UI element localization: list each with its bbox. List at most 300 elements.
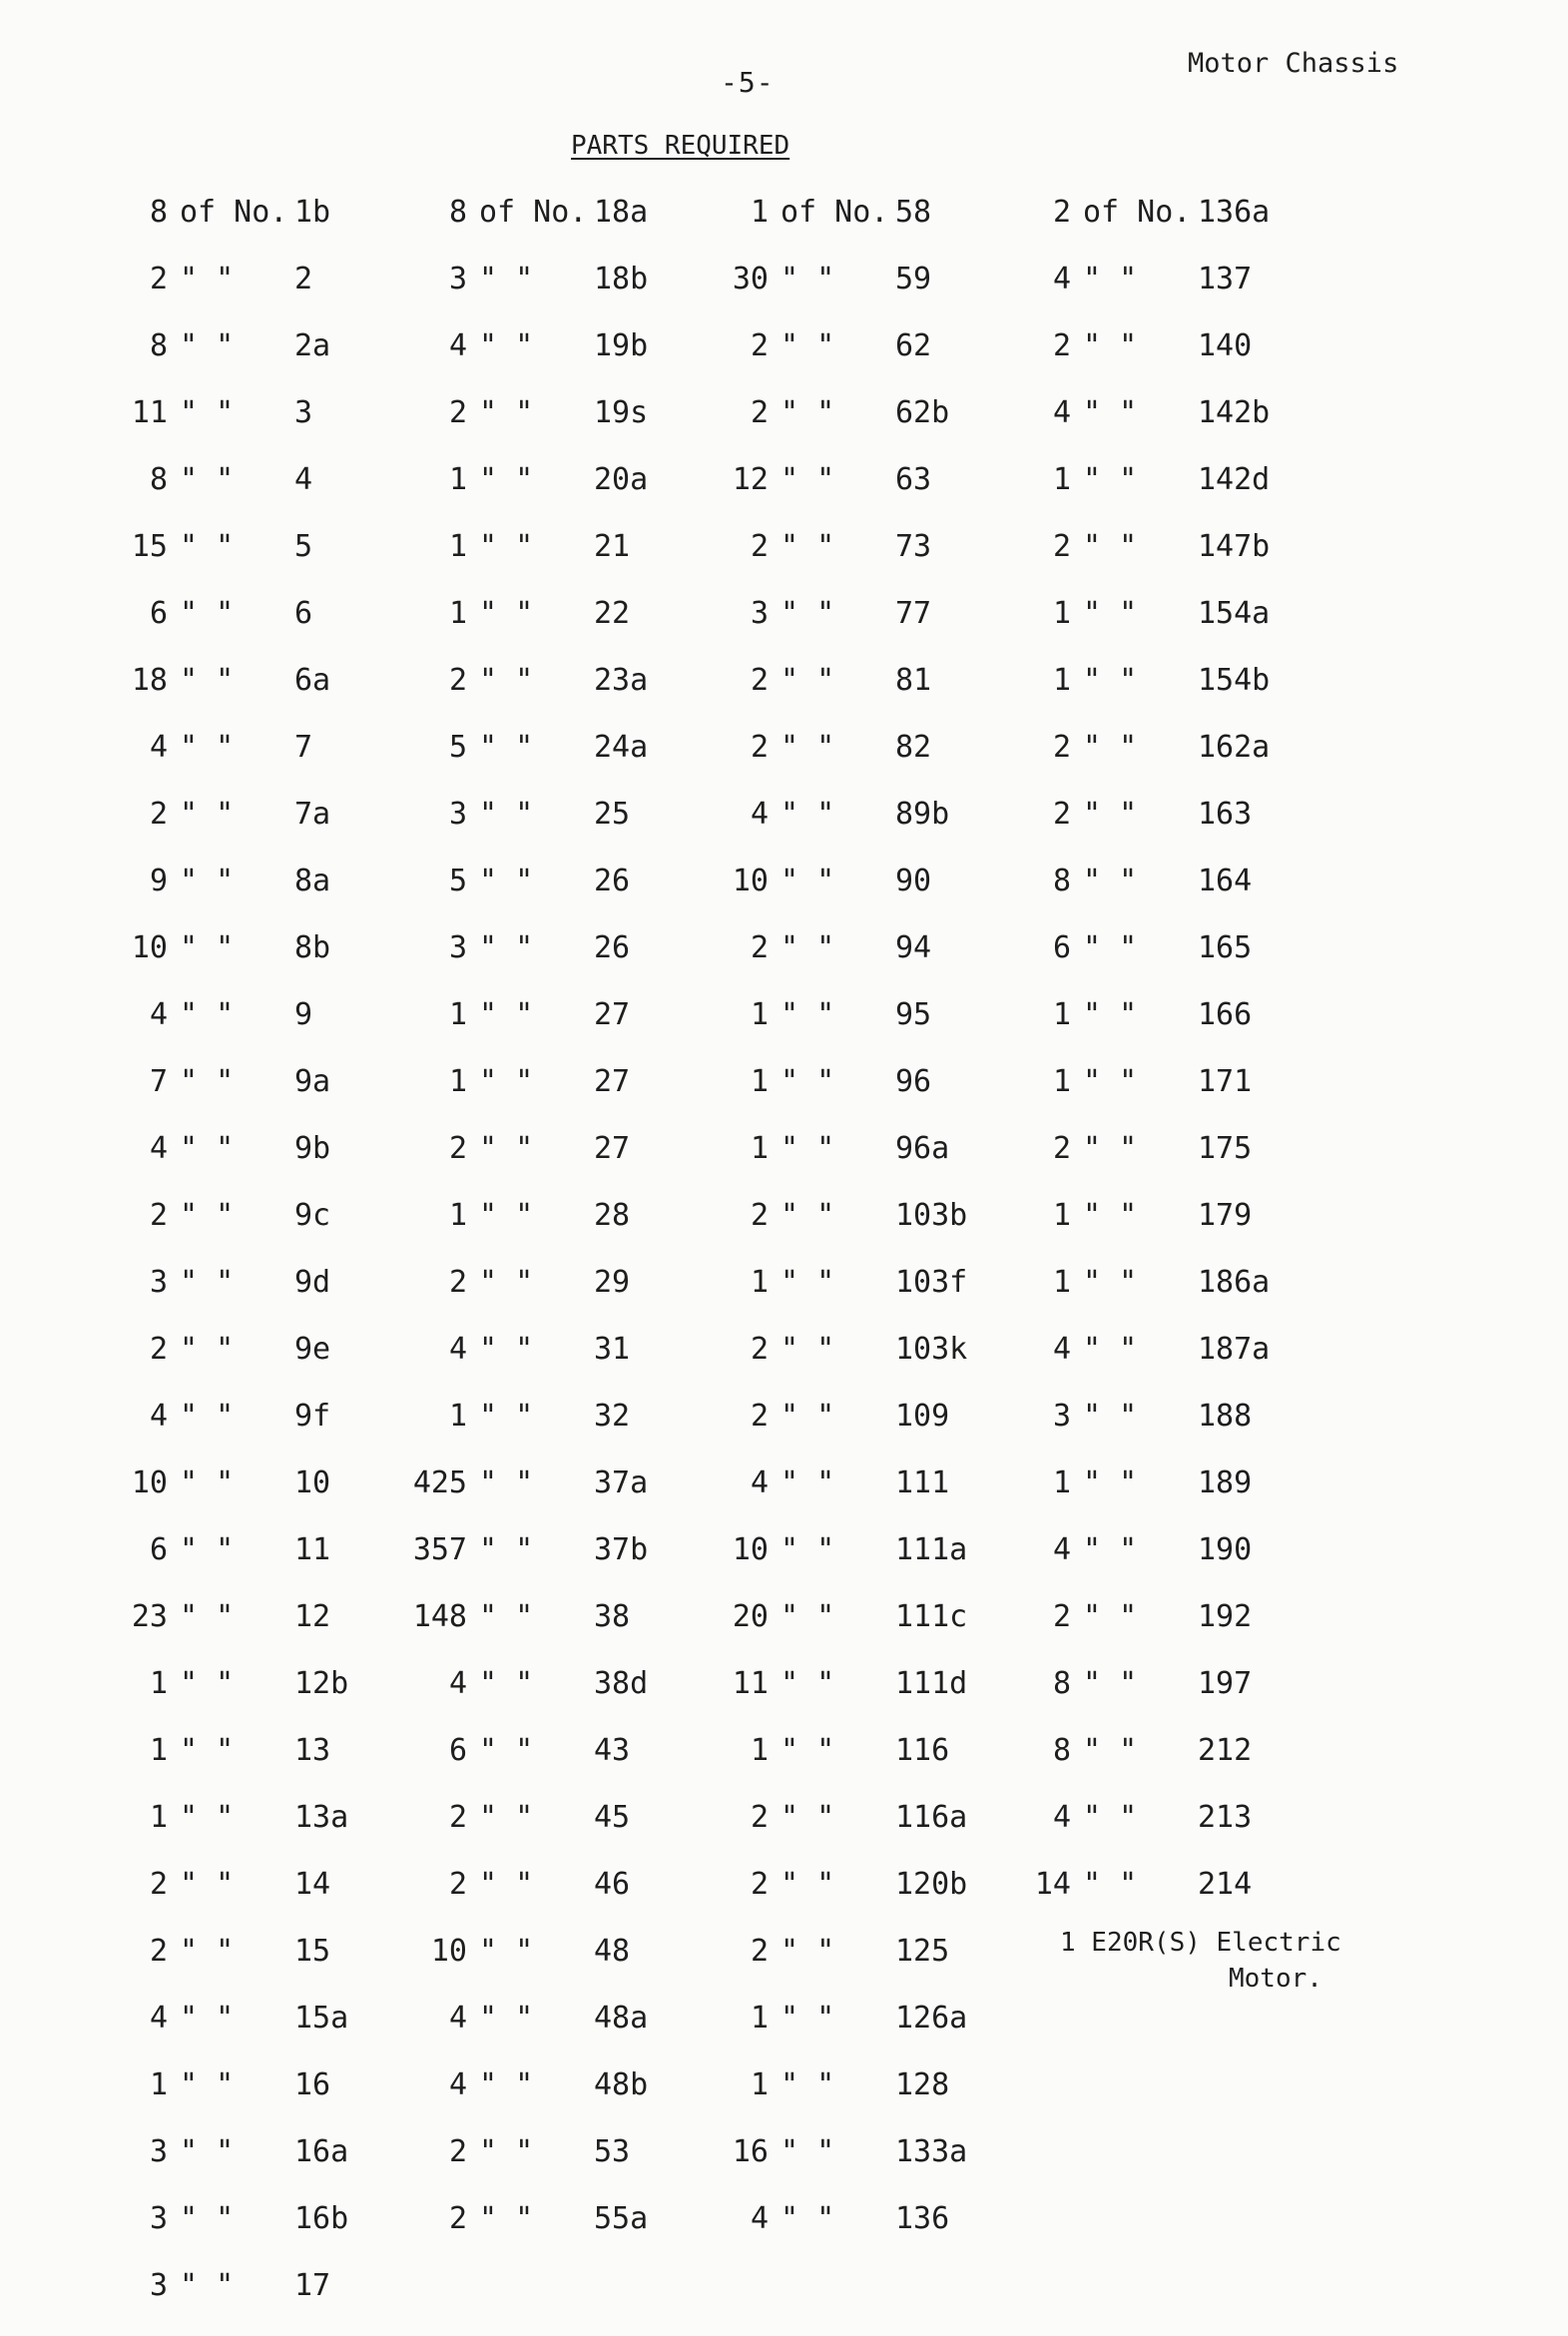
ditto-mark: " " [1083, 930, 1138, 965]
part-quantity: 6 [149, 1532, 168, 1567]
parts-row [110, 1397, 409, 1463]
ditto-mark: " " [180, 2001, 235, 2036]
part-number: 136 [895, 2201, 950, 2236]
part-number: 179 [1198, 1198, 1253, 1233]
part-quantity: 4 [750, 1465, 769, 1500]
ditto-mark: " " [781, 997, 835, 1032]
parts-row [1013, 460, 1312, 527]
parts-row [711, 1999, 1010, 2065]
part-number: 147b [1198, 529, 1271, 564]
parts-row [110, 1463, 409, 1530]
part-quantity: 2 [750, 1332, 769, 1367]
parts-row [110, 193, 409, 260]
parts-row [711, 928, 1010, 995]
part-number: 17 [294, 2268, 331, 2303]
part-number: 48 [594, 1934, 631, 1969]
part-quantity: 4 [1052, 395, 1071, 430]
parts-row [110, 1731, 409, 1798]
part-number: 20a [594, 462, 649, 497]
parts-row [711, 1397, 1010, 1463]
part-quantity: 4 [750, 2201, 769, 2236]
ditto-mark: " " [479, 596, 534, 631]
part-quantity: 4 [448, 1666, 467, 1701]
part-number: 120b [895, 1867, 968, 1902]
part-number: 28 [594, 1198, 631, 1233]
part-number: 96a [895, 1131, 950, 1166]
parts-row [110, 1530, 409, 1597]
ditto-mark: " " [781, 2001, 835, 2036]
parts-row [711, 728, 1010, 795]
part-quantity: 2 [750, 328, 769, 363]
ditto-mark: " " [781, 529, 835, 564]
of-no-label: of No. [781, 195, 889, 230]
part-number: 171 [1198, 1064, 1253, 1099]
ditto-mark: " " [479, 1131, 534, 1166]
part-number: 48a [594, 2001, 649, 2036]
parts-row [711, 326, 1010, 393]
ditto-mark: " " [479, 1399, 534, 1434]
part-number: 43 [594, 1733, 631, 1768]
part-quantity: 12 [732, 462, 769, 497]
parts-row [1013, 1597, 1312, 1664]
ditto-mark: " " [781, 2067, 835, 2102]
part-quantity: 5 [448, 730, 467, 765]
ditto-mark: " " [781, 1733, 835, 1768]
parts-row [1013, 795, 1312, 862]
parts-row [1013, 326, 1312, 393]
parts-column-3 [711, 193, 1010, 2266]
part-number: 9e [294, 1332, 331, 1367]
ditto-mark: " " [180, 1733, 235, 1768]
parts-row [711, 795, 1010, 862]
part-quantity: 2 [750, 730, 769, 765]
ditto-mark: " " [180, 2201, 235, 2236]
part-number: 11 [294, 1532, 331, 1567]
ditto-mark: " " [180, 663, 235, 698]
parts-row [110, 1196, 409, 1263]
part-quantity: 2 [1052, 730, 1071, 765]
parts-row [711, 260, 1010, 326]
motor-note-line2: Motor. [1229, 1964, 1322, 1994]
parts-row [409, 1397, 709, 1463]
part-quantity: 6 [149, 596, 168, 631]
part-quantity: 1 [448, 997, 467, 1032]
part-number: 6a [294, 663, 331, 698]
part-quantity: 6 [1052, 930, 1071, 965]
part-quantity: 2 [750, 529, 769, 564]
part-number: 188 [1198, 1399, 1253, 1434]
part-quantity: 4 [149, 2001, 168, 2036]
parts-row [409, 393, 709, 460]
ditto-mark: " " [1083, 1465, 1138, 1500]
ditto-mark: " " [180, 1399, 235, 1434]
part-quantity: 1 [750, 1131, 769, 1166]
part-quantity: 2 [1052, 797, 1071, 832]
part-number: 14 [294, 1867, 331, 1902]
part-quantity: 30 [732, 262, 769, 296]
part-number: 164 [1198, 864, 1253, 898]
ditto-mark: " " [180, 1599, 235, 1634]
ditto-mark: " " [1083, 797, 1138, 832]
parts-column-2 [409, 193, 709, 2266]
part-number: 19s [594, 395, 649, 430]
ditto-mark: " " [1083, 395, 1138, 430]
part-number: 9c [294, 1198, 331, 1233]
part-number: 166 [1198, 997, 1253, 1032]
parts-row [711, 1196, 1010, 1263]
parts-row [409, 2065, 709, 2132]
ditto-mark: " " [781, 1064, 835, 1099]
parts-row [409, 661, 709, 728]
parts-row [409, 260, 709, 326]
parts-row [711, 862, 1010, 928]
part-number: 46 [594, 1867, 631, 1902]
ditto-mark: " " [479, 2067, 534, 2102]
ditto-mark: " " [479, 2201, 534, 2236]
parts-row [110, 995, 409, 1062]
part-quantity: 2 [750, 663, 769, 698]
part-number: 90 [895, 864, 932, 898]
part-quantity: 3 [750, 596, 769, 631]
part-quantity: 6 [448, 1733, 467, 1768]
ditto-mark: " " [781, 328, 835, 363]
parts-row [409, 1463, 709, 1530]
parts-row [711, 995, 1010, 1062]
part-number: 162a [1198, 730, 1271, 765]
part-number: 137 [1198, 262, 1253, 296]
part-number: 116a [895, 1800, 968, 1835]
parts-row [711, 1597, 1010, 1664]
part-number: 109 [895, 1399, 950, 1434]
part-quantity: 2 [1052, 1599, 1071, 1634]
ditto-mark: " " [180, 1064, 235, 1099]
motor-note [1060, 1925, 1341, 1997]
part-quantity: 10 [131, 930, 168, 965]
part-quantity: 2 [448, 663, 467, 698]
ditto-mark: " " [781, 797, 835, 832]
part-quantity: 2 [750, 1800, 769, 1835]
part-quantity: 16 [732, 2134, 769, 2169]
ditto-mark: " " [781, 930, 835, 965]
part-number: 21 [594, 529, 631, 564]
part-number: 53 [594, 2134, 631, 2169]
parts-row [711, 1664, 1010, 1731]
ditto-mark: " " [180, 462, 235, 497]
part-quantity: 2 [1052, 328, 1071, 363]
part-quantity: 3 [1052, 1399, 1071, 1434]
ditto-mark: " " [1083, 1399, 1138, 1434]
parts-row [409, 1129, 709, 1196]
parts-row [1013, 1731, 1312, 1798]
part-number: 187a [1198, 1332, 1271, 1367]
parts-row [1013, 594, 1312, 661]
part-quantity: 5 [448, 864, 467, 898]
part-number: 103f [895, 1265, 968, 1300]
part-quantity: 2 [448, 2201, 467, 2236]
parts-row [409, 1263, 709, 1330]
part-quantity: 2 [448, 395, 467, 430]
part-number: 9 [294, 997, 313, 1032]
ditto-mark: " " [180, 1934, 235, 1969]
parts-row [711, 2199, 1010, 2266]
part-number: 26 [594, 930, 631, 965]
part-quantity: 2 [1052, 1131, 1071, 1166]
parts-row [409, 1196, 709, 1263]
part-number: 13 [294, 1733, 331, 1768]
ditto-mark: " " [781, 1399, 835, 1434]
part-quantity: 4 [149, 997, 168, 1032]
part-number: 38d [594, 1666, 649, 1701]
part-quantity: 10 [732, 1532, 769, 1567]
parts-row [1013, 661, 1312, 728]
ditto-mark: " " [479, 663, 534, 698]
ditto-mark: " " [479, 1666, 534, 1701]
part-quantity: 2 [448, 1131, 467, 1166]
part-quantity: 1 [448, 529, 467, 564]
ditto-mark: " " [479, 1532, 534, 1567]
part-quantity: 2 [1052, 195, 1071, 230]
ditto-mark: " " [479, 1265, 534, 1300]
part-quantity: 2 [149, 1934, 168, 1969]
ditto-mark: " " [180, 1532, 235, 1567]
part-quantity: 1 [750, 1733, 769, 1768]
part-quantity: 4 [1052, 1532, 1071, 1567]
part-quantity: 2 [149, 797, 168, 832]
part-number: 58 [895, 195, 932, 230]
part-quantity: 1 [1052, 663, 1071, 698]
ditto-mark: " " [1083, 1532, 1138, 1567]
ditto-mark: " " [479, 1599, 534, 1634]
parts-row [110, 1263, 409, 1330]
part-number: 23a [594, 663, 649, 698]
part-number: 133a [895, 2134, 968, 2169]
part-quantity: 4 [1052, 262, 1071, 296]
parts-row [1013, 260, 1312, 326]
parts-row [409, 326, 709, 393]
part-quantity: 148 [412, 1599, 467, 1634]
part-quantity: 2 [750, 930, 769, 965]
ditto-mark: " " [479, 797, 534, 832]
ditto-mark: " " [781, 663, 835, 698]
part-number: 165 [1198, 930, 1253, 965]
part-quantity: 2 [448, 2134, 467, 2169]
part-quantity: 8 [448, 195, 467, 230]
ditto-mark: " " [479, 1867, 534, 1902]
part-quantity: 1 [750, 2067, 769, 2102]
parts-row [711, 193, 1010, 260]
parts-row [711, 594, 1010, 661]
part-quantity: 2 [750, 1867, 769, 1902]
part-quantity: 1 [1052, 997, 1071, 1032]
parts-row [110, 2065, 409, 2132]
part-number: 103k [895, 1332, 968, 1367]
ditto-mark: " " [479, 2001, 534, 2036]
part-quantity: 4 [750, 797, 769, 832]
parts-row [110, 1999, 409, 2065]
part-number: 29 [594, 1265, 631, 1300]
ditto-mark: " " [781, 1265, 835, 1300]
ditto-mark: " " [781, 1800, 835, 1835]
ditto-mark: " " [781, 1934, 835, 1969]
part-number: 15 [294, 1934, 331, 1969]
part-number: 15a [294, 2001, 349, 2036]
part-quantity: 4 [1052, 1800, 1071, 1835]
part-number: 27 [594, 1064, 631, 1099]
part-number: 18b [594, 262, 649, 296]
part-quantity: 10 [430, 1934, 467, 1969]
part-quantity: 1 [149, 1666, 168, 1701]
parts-row [711, 527, 1010, 594]
parts-column-4 [1013, 193, 1312, 1932]
ditto-mark: " " [479, 1733, 534, 1768]
ditto-mark: " " [479, 1934, 534, 1969]
part-number: 142b [1198, 395, 1271, 430]
part-quantity: 2 [1052, 529, 1071, 564]
parts-row [1013, 1664, 1312, 1731]
part-number: 16 [294, 2067, 331, 2102]
part-quantity: 1 [149, 2067, 168, 2102]
ditto-mark: " " [1083, 1131, 1138, 1166]
ditto-mark: " " [781, 1332, 835, 1367]
part-number: 103b [895, 1198, 968, 1233]
part-number: 16b [294, 2201, 349, 2236]
ditto-mark: " " [180, 1265, 235, 1300]
part-quantity: 10 [131, 1465, 168, 1500]
parts-row [110, 928, 409, 995]
part-number: 6 [294, 596, 313, 631]
part-quantity: 18 [131, 663, 168, 698]
part-quantity: 8 [149, 195, 168, 230]
ditto-mark: " " [479, 1465, 534, 1500]
ditto-mark: " " [1083, 529, 1138, 564]
part-number: 1b [294, 195, 331, 230]
part-quantity: 1 [1052, 1265, 1071, 1300]
part-number: 37a [594, 1465, 649, 1500]
part-quantity: 2 [750, 1934, 769, 1969]
part-quantity: 1 [448, 1198, 467, 1233]
part-quantity: 4 [149, 1399, 168, 1434]
part-quantity: 1 [1052, 1064, 1071, 1099]
ditto-mark: " " [1083, 730, 1138, 765]
part-quantity: 3 [448, 930, 467, 965]
ditto-mark: " " [180, 864, 235, 898]
part-number: 55a [594, 2201, 649, 2236]
part-number: 8b [294, 930, 331, 965]
ditto-mark: " " [479, 328, 534, 363]
parts-row [110, 326, 409, 393]
part-number: 111 [895, 1465, 950, 1500]
parts-row [110, 594, 409, 661]
part-number: 27 [594, 1131, 631, 1166]
part-number: 81 [895, 663, 932, 698]
part-quantity: 1 [149, 1733, 168, 1768]
part-quantity: 15 [131, 529, 168, 564]
parts-row [110, 1865, 409, 1932]
parts-row [110, 795, 409, 862]
ditto-mark: " " [1083, 1064, 1138, 1099]
part-number: 24a [594, 730, 649, 765]
part-quantity: 1 [750, 997, 769, 1032]
ditto-mark: " " [1083, 864, 1138, 898]
parts-row [711, 1263, 1010, 1330]
parts-row [1013, 393, 1312, 460]
part-number: 175 [1198, 1131, 1253, 1166]
parts-row [711, 1330, 1010, 1397]
ditto-mark: " " [479, 395, 534, 430]
part-quantity: 7 [149, 1064, 168, 1099]
ditto-mark: " " [180, 930, 235, 965]
part-number: 111d [895, 1666, 968, 1701]
ditto-mark: " " [1083, 1867, 1138, 1902]
ditto-mark: " " [1083, 1666, 1138, 1701]
parts-row [110, 728, 409, 795]
part-quantity: 1 [750, 1064, 769, 1099]
part-quantity: 2 [149, 262, 168, 296]
parts-row [110, 260, 409, 326]
part-number: 2 [294, 262, 313, 296]
section-header: Motor Chassis [1188, 48, 1399, 79]
part-number: 94 [895, 930, 932, 965]
parts-row [409, 2199, 709, 2266]
parts-row [110, 1664, 409, 1731]
part-number: 125 [895, 1934, 950, 1969]
part-number: 8a [294, 864, 331, 898]
parts-row [409, 1798, 709, 1865]
part-quantity: 4 [448, 2067, 467, 2102]
parts-row [409, 1999, 709, 2065]
parts-row [711, 460, 1010, 527]
part-number: 9a [294, 1064, 331, 1099]
ditto-mark: " " [180, 797, 235, 832]
ditto-mark: " " [781, 1867, 835, 1902]
part-quantity: 4 [448, 1332, 467, 1367]
parts-row [110, 393, 409, 460]
parts-row [409, 193, 709, 260]
part-number: 13a [294, 1800, 349, 1835]
parts-row [110, 1330, 409, 1397]
part-number: 89b [895, 797, 950, 832]
ditto-mark: " " [479, 1800, 534, 1835]
parts-row [409, 1664, 709, 1731]
ditto-mark: " " [180, 1800, 235, 1835]
part-quantity: 2 [149, 1332, 168, 1367]
parts-row [409, 1597, 709, 1664]
part-quantity: 1 [149, 1800, 168, 1835]
part-number: 128 [895, 2067, 950, 2102]
parts-row [110, 1932, 409, 1999]
part-quantity: 11 [732, 1666, 769, 1701]
part-number: 10 [294, 1465, 331, 1500]
part-quantity: 2 [750, 1399, 769, 1434]
part-number: 37b [594, 1532, 649, 1567]
part-quantity: 8 [149, 462, 168, 497]
ditto-mark: " " [479, 997, 534, 1032]
part-quantity: 2 [448, 1265, 467, 1300]
part-quantity: 8 [1052, 1666, 1071, 1701]
parts-row [409, 728, 709, 795]
ditto-mark: " " [180, 997, 235, 1032]
part-number: 31 [594, 1332, 631, 1367]
part-quantity: 1 [1052, 462, 1071, 497]
ditto-mark: " " [781, 1465, 835, 1500]
ditto-mark: " " [781, 262, 835, 296]
parts-row [711, 393, 1010, 460]
ditto-mark: " " [180, 395, 235, 430]
ditto-mark: " " [180, 1867, 235, 1902]
part-quantity: 1 [1052, 1198, 1071, 1233]
part-quantity: 1 [448, 462, 467, 497]
parts-row [1013, 1463, 1312, 1530]
